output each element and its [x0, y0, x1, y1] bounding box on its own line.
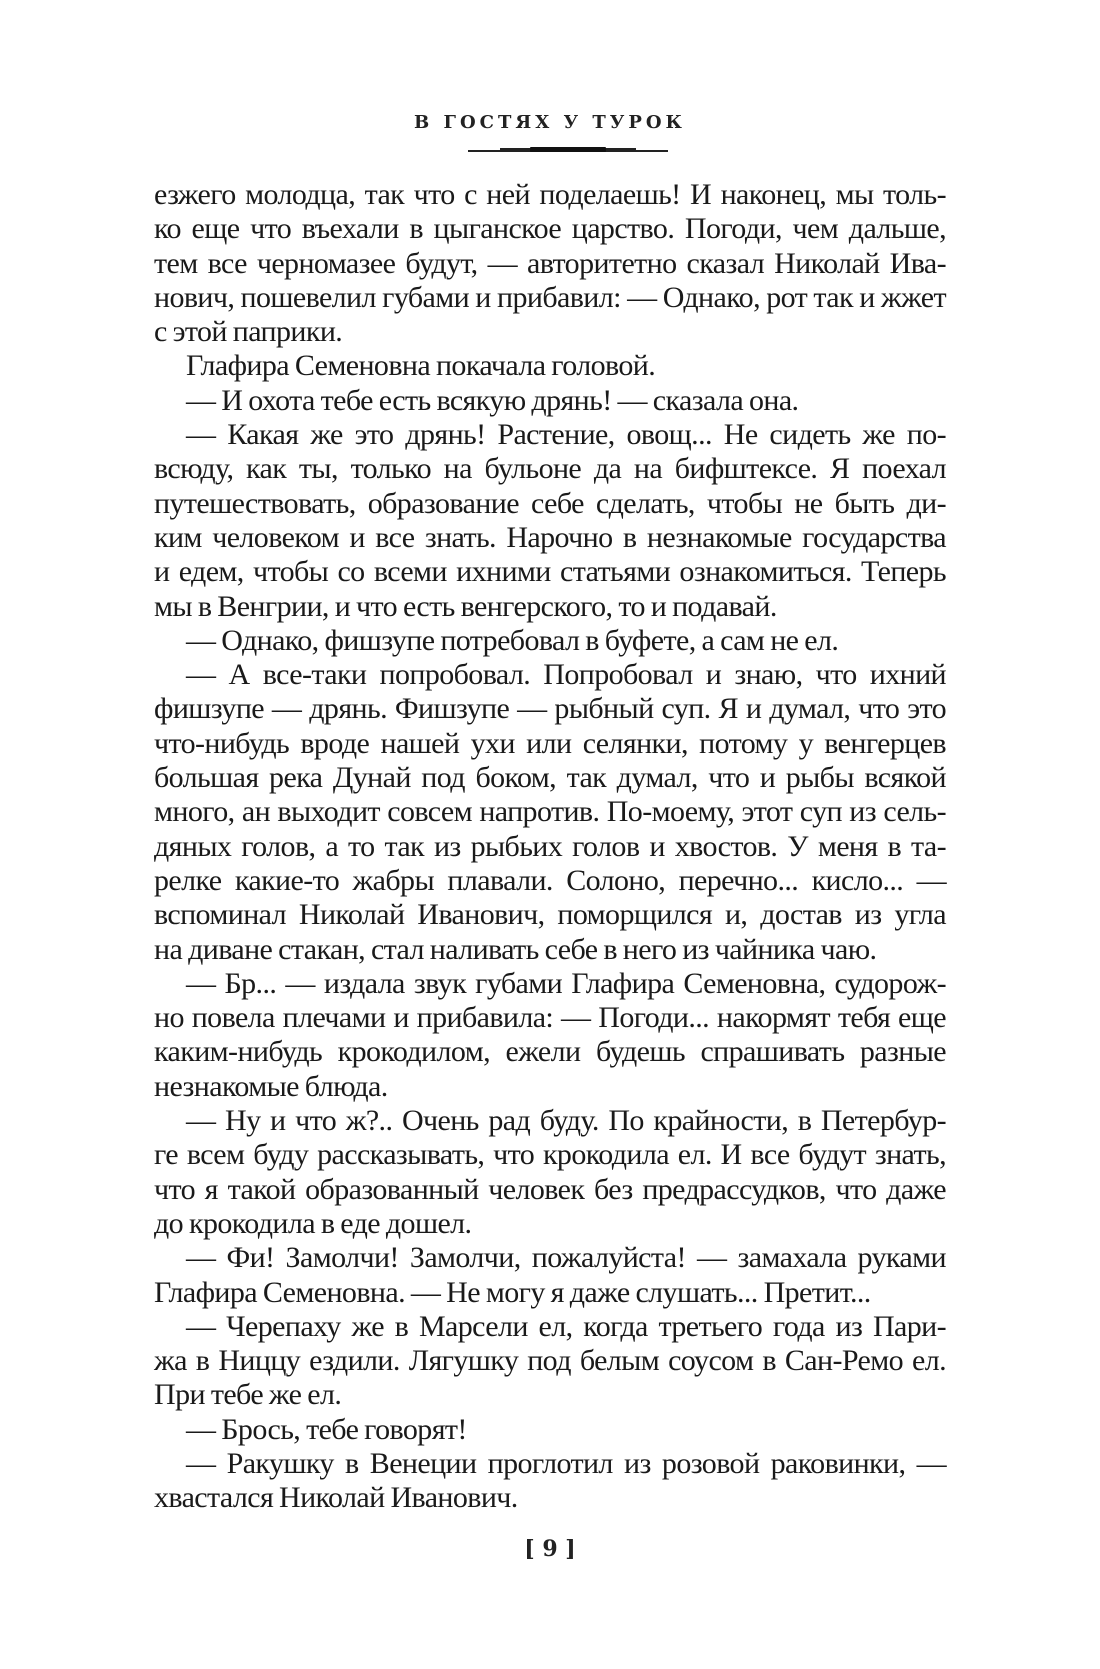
header-rule-core [530, 147, 606, 152]
text-line: с этой паприки. [154, 315, 343, 349]
text-line: что я такой образованный человек без предрассудков, что даже [154, 1172, 946, 1206]
text-line: фишзупе — дрянь. Фишзупе — рыбный суп. Я и думал, что это [154, 692, 946, 726]
page-number: [ 9 ] [524, 1536, 576, 1562]
text-line: вспоминал Николай Иванович, поморщился и, достав из угла [154, 898, 946, 932]
text-line: но повела плечами и прибавила: — Погоди... накормят тебя еще [154, 1001, 946, 1035]
text-line: тем все черномазее будут, — авторитетно сказал Николай Ива- [154, 246, 946, 280]
text-line: ге всем буду рассказывать, что крокодила ел. И все будут знать, [154, 1138, 946, 1172]
text-line: путешествовать, образование себе сделать, чтобы не быть ди- [154, 486, 946, 520]
text-line: на диване стакан, стал наливать себе в него из чайника чаю. [154, 932, 877, 966]
text-line: что-нибудь вроде нашей ухи или селянки, потому у венгерцев [154, 726, 946, 760]
text-line: езжего молодца, так что с ней поделаешь! И наконец, мы толь- [154, 178, 946, 211]
running-head-title: В ГОСТЯХ У ТУРОК [414, 112, 686, 133]
text-line: Глафира Семеновна покачала головой. [186, 349, 656, 383]
text-line: ким человеком и все знать. Нарочно в незнакомые государства [154, 520, 946, 554]
text-line: мы в Венгрии, и что есть венгерского, то и подавай. [154, 589, 777, 623]
text-line: всюду, как ты, только на бульоне да на бифштексе. Я поехал [154, 452, 946, 486]
text-line: хвастался Николай Иванович. [154, 1481, 518, 1515]
text-line: каким-нибудь крокодилом, ежели будешь спрашивать разные [154, 1035, 946, 1069]
text-line: Глафира Семеновна. — Не могу я даже слушать... Претит... [154, 1275, 871, 1309]
text-line: жа в Ниццу ездили. Лягушку под белым соусом в Сан-Ремо ел. [154, 1344, 946, 1378]
text-line: — Черепаху же в Марсели ел, когда третьего года из Пари- [186, 1309, 946, 1343]
text-line: релке какие-то жабры плавали. Солоно, перечно... кисло... — [154, 863, 946, 897]
text-line: нович, пошевелил губами и прибавил: — Однако, рот так и жжет [154, 280, 946, 314]
text-line: — Какая же это дрянь! Растение, овощ... Не сидеть же по- [186, 418, 946, 452]
text-line: — Фи! Замолчи! Замолчи, пожалуйста! — замахала руками [186, 1241, 946, 1275]
text-line: — Ну и что ж?.. Очень рад буду. По крайности, в Петербур- [186, 1104, 946, 1138]
text-line: При тебе же ел. [154, 1378, 342, 1412]
text-line: — Бр... — издала звук губами Глафира Семеновна, судорож- [186, 966, 946, 1000]
text-line: и едем, чтобы со всеми ихними статьями ознакомиться. Теперь [154, 555, 946, 589]
text-line: — А все-таки попробовал. Попробовал и знаю, что ихний [186, 658, 946, 692]
text-line: много, ан выходит совсем напротив. По-моему, этот суп из сель- [154, 795, 946, 829]
text-line: — Брось, тебе говорят! [186, 1412, 467, 1446]
text-line: большая река Дунай под боком, так думал, что и рыбы всякой [154, 761, 946, 795]
text-line: до крокодила в еде дошел. [154, 1206, 472, 1240]
body-text [154, 178, 946, 1516]
text-line: незнакомые блюда. [154, 1069, 388, 1103]
text-line: — Однако, фишзупе потребовал в буфете, а сам не ел. [186, 623, 839, 657]
text-line: ко еще что въехали в цыганское царство. Погоди, чем дальше, [154, 212, 946, 246]
text-line: — И охота тебе есть всякую дрянь! — сказала она. [186, 383, 799, 417]
text-line: — Ракушку в Венеции проглотил из розовой раковинки, — [186, 1446, 946, 1480]
text-line: дяных голов, а то так из рыбьих голов и хвостов. У меня в та- [154, 829, 946, 863]
